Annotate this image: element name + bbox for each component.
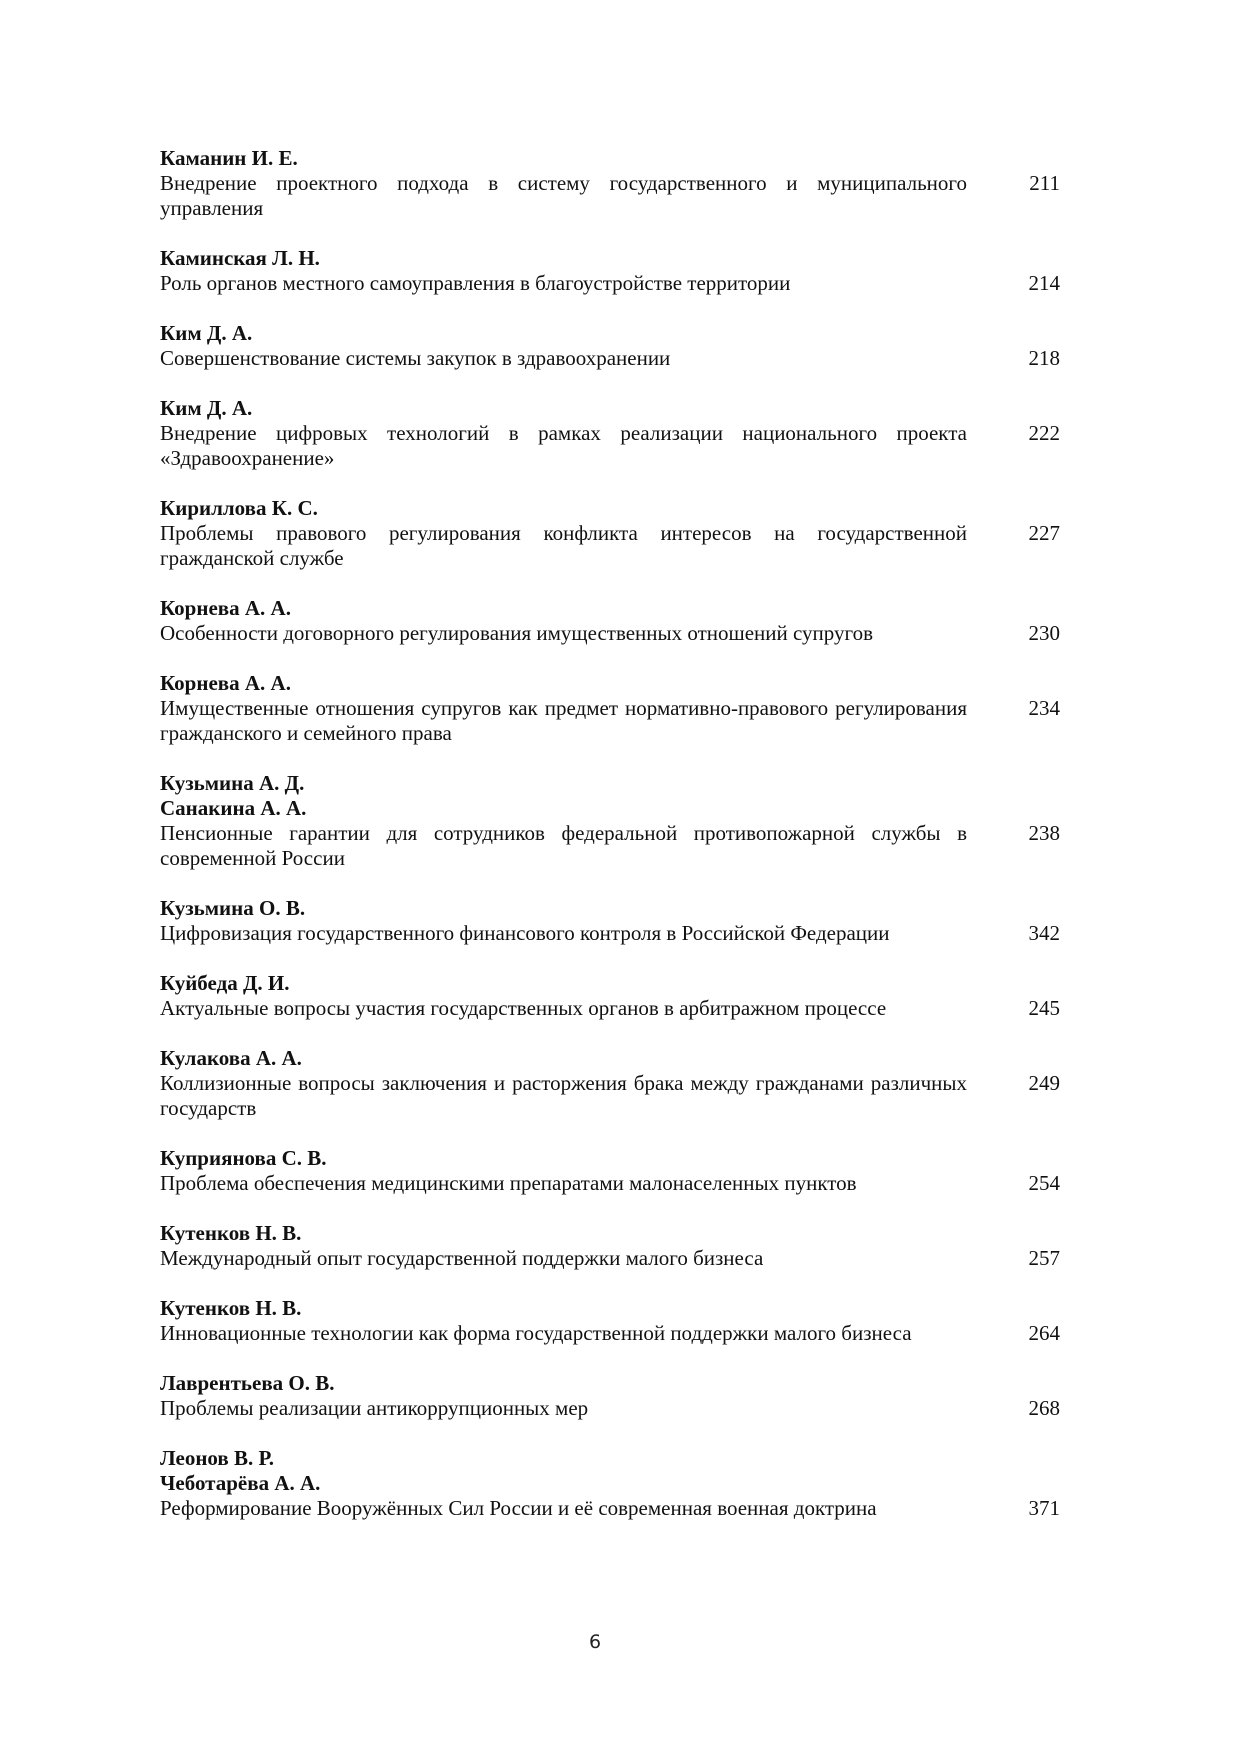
toc-entry-author: Каминская Л. Н. bbox=[160, 246, 320, 270]
toc-entry bbox=[160, 771, 1060, 871]
toc-entry-row bbox=[160, 521, 1060, 571]
toc-entry bbox=[160, 896, 1060, 946]
toc-entry-row bbox=[160, 621, 1060, 646]
toc-entry-title: Актуальные вопросы участия государственных органов в арбитражном процессе bbox=[160, 996, 887, 1020]
toc-entry-page: 222 bbox=[1028, 421, 1060, 445]
toc-entry bbox=[160, 396, 1060, 471]
toc-entry-page: 264 bbox=[1028, 1321, 1060, 1345]
toc-entry bbox=[160, 1371, 1060, 1421]
toc-entry-title: Международный опыт государственной поддержки малого бизнеса bbox=[160, 1246, 764, 1270]
toc-entry bbox=[160, 1446, 1060, 1521]
toc-entry-row bbox=[160, 696, 1060, 746]
toc-entry-author: Куйбеда Д. И. bbox=[160, 971, 290, 995]
toc-entry-title: Проблемы реализации антикоррупционных мер bbox=[160, 1396, 589, 1420]
toc-entry-title: Пенсионные гарантии для сотрудников федеральной противопожарной службы в современной России bbox=[160, 821, 967, 870]
toc-entry bbox=[160, 1146, 1060, 1196]
toc-entry-title: Реформирование Вооружённых Сил России и её современная военная доктрина bbox=[160, 1496, 877, 1520]
toc-entry-author: Леонов В. Р. bbox=[160, 1446, 274, 1470]
toc-entry-row bbox=[160, 1071, 1060, 1121]
toc-entry bbox=[160, 971, 1060, 1021]
toc-entry-page: 211 bbox=[1029, 171, 1060, 195]
toc-entry-page: 268 bbox=[1028, 1396, 1060, 1420]
toc-entry-author: Кутенков Н. В. bbox=[160, 1296, 302, 1320]
toc-entry-author: Кулакова А. А. bbox=[160, 1046, 302, 1070]
toc-entry bbox=[160, 321, 1060, 371]
toc-entry-page: 254 bbox=[1028, 1171, 1060, 1195]
toc-entry bbox=[160, 246, 1060, 296]
toc-entry bbox=[160, 671, 1060, 746]
toc-entry-title: Цифровизация государственного финансового контроля в Российской Федерации bbox=[160, 921, 890, 945]
toc-entry-row bbox=[160, 1496, 1060, 1521]
toc-entry-author: Кузьмина О. В. bbox=[160, 896, 306, 920]
toc-entry-author: Куприянова С. В. bbox=[160, 1146, 327, 1170]
toc-entry-page: 342 bbox=[1028, 921, 1060, 945]
toc-entry-page: 214 bbox=[1028, 271, 1060, 295]
toc-entry-page: 249 bbox=[1028, 1071, 1060, 1095]
toc-entry bbox=[160, 496, 1060, 571]
toc-entry bbox=[160, 1046, 1060, 1121]
toc-entry-author: Чеботарёва А. А. bbox=[160, 1471, 321, 1495]
toc-entry-title: Особенности договорного регулирования имущественных отношений супругов bbox=[160, 621, 873, 645]
toc-entry-page: 245 bbox=[1028, 996, 1060, 1020]
toc-entry-author: Каманин И. Е. bbox=[160, 146, 298, 170]
toc-entry-row bbox=[160, 1321, 1060, 1346]
toc-entry-title: Имущественные отношения супругов как предмет нормативно-правового регулирования гражданского и семейного права bbox=[160, 696, 967, 745]
toc-entry-author: Кириллова К. С. bbox=[160, 496, 318, 520]
toc-entry-row bbox=[160, 921, 1060, 946]
toc-entry-author: Ким Д. А. bbox=[160, 321, 253, 345]
toc-entry-author: Корнева А. А. bbox=[160, 596, 291, 620]
toc-entry-title: Внедрение проектного подхода в систему государственного и муниципального управления bbox=[160, 171, 967, 220]
toc-entry bbox=[160, 146, 1060, 221]
toc-entry-title: Проблема обеспечения медицинскими препаратами малонаселенных пунктов bbox=[160, 1171, 857, 1195]
toc-entry-row bbox=[160, 1171, 1060, 1196]
toc-entry-page: 371 bbox=[1028, 1496, 1060, 1520]
toc-entry-author: Кутенков Н. В. bbox=[160, 1221, 302, 1245]
toc-entry-page: 230 bbox=[1028, 621, 1060, 645]
toc-entry bbox=[160, 1221, 1060, 1271]
toc-entry-author: Лаврентьева О. В. bbox=[160, 1371, 335, 1395]
toc-entry-title: Внедрение цифровых технологий в рамках реализации национального проекта «Здравоохранение» bbox=[160, 421, 967, 470]
toc-entry-title: Совершенствование системы закупок в здравоохранении bbox=[160, 346, 671, 370]
toc-entry bbox=[160, 596, 1060, 646]
toc-entry-page: 238 bbox=[1028, 821, 1060, 845]
toc-entry-title: Проблемы правового регулирования конфликта интересов на государственной гражданской службе bbox=[160, 521, 967, 570]
toc-entry-row bbox=[160, 271, 1060, 296]
toc-entry bbox=[160, 1296, 1060, 1346]
toc-entry-author: Корнева А. А. bbox=[160, 671, 291, 695]
toc-entry-page: 227 bbox=[1028, 521, 1060, 545]
toc-entry-row bbox=[160, 1396, 1060, 1421]
toc-entry-row bbox=[160, 421, 1060, 471]
toc-entry-row bbox=[160, 171, 1060, 221]
toc-entry-page: 218 bbox=[1028, 346, 1060, 370]
toc-entry-row bbox=[160, 346, 1060, 371]
toc-entry-row bbox=[160, 1246, 1060, 1271]
toc-entry-row bbox=[160, 821, 1060, 871]
toc-entry-author: Ким Д. А. bbox=[160, 396, 253, 420]
toc-entry-page: 234 bbox=[1028, 696, 1060, 720]
toc-entry-author: Санакина А. А. bbox=[160, 796, 307, 820]
toc-entry-author: Кузьмина А. Д. bbox=[160, 771, 305, 795]
toc-entry-row bbox=[160, 996, 1060, 1021]
page-number: 6 bbox=[588, 1631, 602, 1653]
table-of-contents bbox=[160, 146, 1060, 1546]
toc-entry-title: Роль органов местного самоуправления в благоустройстве территории bbox=[160, 271, 791, 295]
toc-entry-title: Инновационные технологии как форма государственной поддержки малого бизнеса bbox=[160, 1321, 912, 1345]
toc-entry-title: Коллизионные вопросы заключения и расторжения брака между гражданами различных государств bbox=[160, 1071, 967, 1120]
toc-entry-page: 257 bbox=[1028, 1246, 1060, 1270]
